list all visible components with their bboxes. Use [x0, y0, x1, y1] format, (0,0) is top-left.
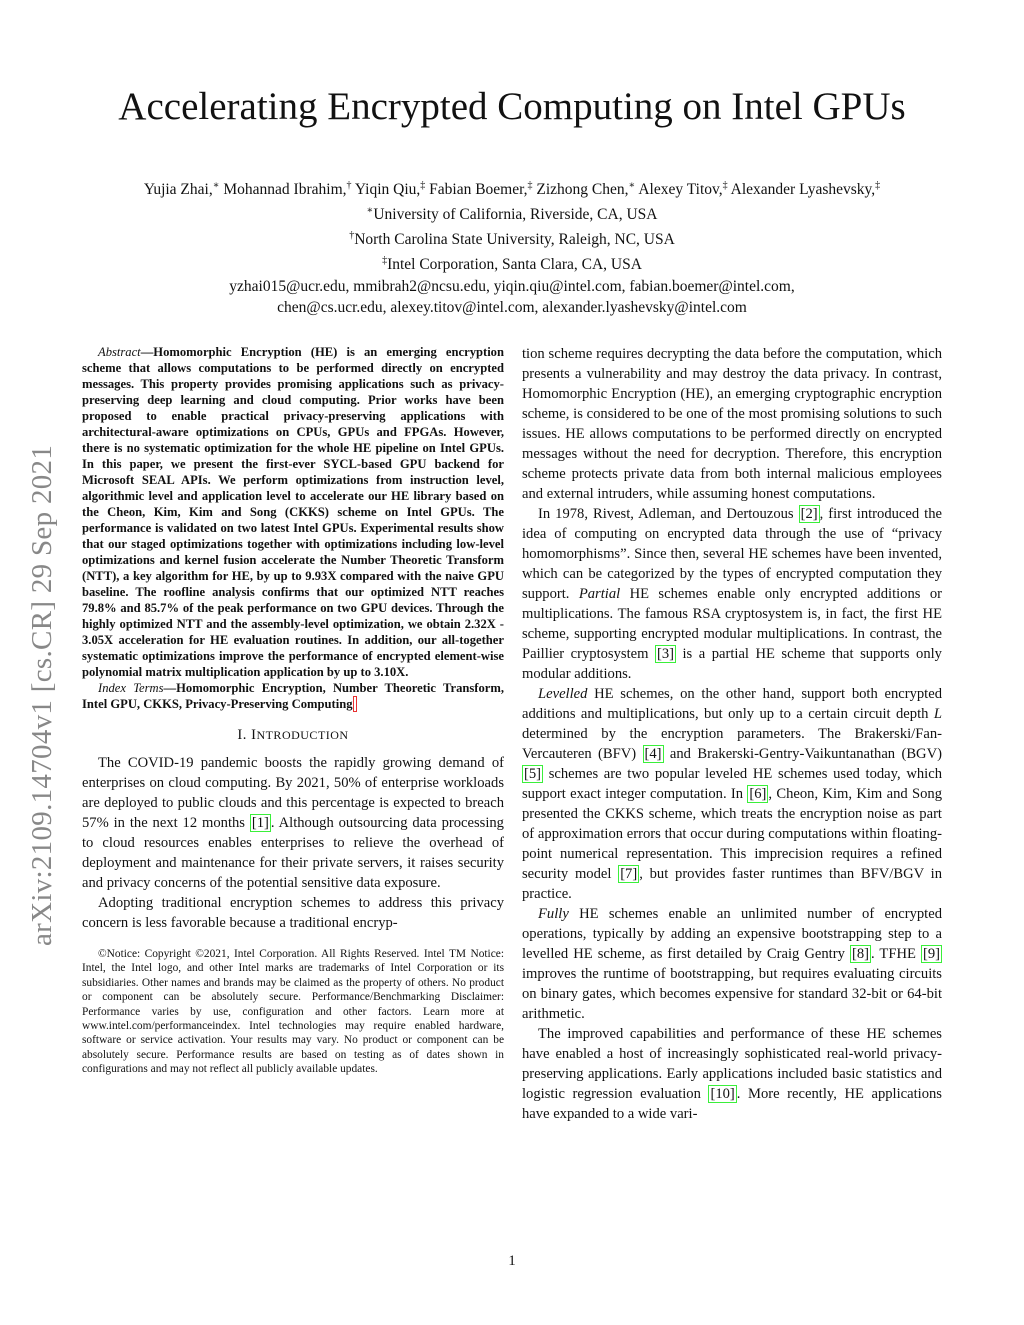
author: Yujia Zhai,∗: [143, 180, 220, 199]
email-line: chen@cs.ucr.edu, alexey.titov@intel.com, alexander.lyashevsky@intel.com: [277, 298, 747, 316]
right-column: [522, 344, 942, 1124]
paragraph: tion scheme requires decrypting the data before the computation, which presents a vulnerability and may destroy the data privacy. In contrast, Homomorphic Encryption (HE), an emerging cryptographic encryption scheme, is considered to be one of the most promising solutions to such issues. HE allows computations to be performed directly on encrypted messages without the need for decryption. Therefore, this encryption scheme protects private data from both internal malicious employees and external intruders, while assuming honest computations.: [522, 346, 942, 502]
author: Alexander Lyashevsky,‡: [730, 180, 881, 199]
affiliation: ‡Intel Corporation, Santa Clara, CA, USA: [382, 255, 642, 274]
link-box[interactable]: [353, 696, 357, 712]
page-number: 1: [508, 1253, 516, 1269]
paragraph: Levelled HE schemes, on the other hand, support both encrypted additions and multiplications, but only up to a certain circuit depth L determined by the encryption parameters. The Brakerski/Fan-Vercauteren (BFV) [4] and Brakerski-Gentry-Vaikuntanathan (BGV) [5] schemes are two popular leveled HE schemes used today, which support exact integer computation. In [6] , Cheon, Kim, Kim and Song presented the CKKS scheme, which treats the encryption noise as part of approximation errors that occur during computations within floating-point numerical representation. This imprecision requires a refined security model [7] , but provides faster runtimes than BFV/BGV in practice.: [522, 686, 942, 902]
index-terms: Index Terms—Homomorphic Encryption, Number Theoretic Transform, Intel GPU, CKKS, Privacy-Preserving Computing: [82, 681, 504, 711]
section-heading: I. INTRODUCTION: [237, 727, 349, 743]
citation-link[interactable]: [9]: [922, 946, 940, 962]
author-block: [40, 175, 984, 318]
citation-link[interactable]: [5]: [524, 766, 542, 782]
citation-link[interactable]: [10]: [710, 1086, 735, 1102]
affiliation: †North Carolina State University, Raleigh, NC, USA: [349, 230, 675, 249]
author: Alexey Titov,‡: [638, 180, 728, 199]
author: Mohannad Ibrahim,†: [223, 180, 352, 199]
arxiv-stamp: arXiv:2109.14704v1 [cs.CR] 29 Sep 2021: [26, 444, 58, 946]
abstract: Abstract—Homomorphic Encryption (HE) is an emerging encryption scheme that allows computations to be performed directly on encrypted messages. This property provides promising applications such as privacy-preserving deep learning and cloud computing. Prior works have been proposed to enable practical privacy-preserving applications with architectural-aware optimizations on CPUs, GPUs and FPGAs. However, there is no systematic optimization for the whole HE pipeline on Intel GPUs. In this paper, we present the first-ever SYCL-based GPU backend for Microsoft SEAL APIs. We perform optimizations from instruction level, algorithmic level and application level to accelerate our HE library based on the Cheon, Kim, Kim and Song (CKKS) scheme on Intel GPUs. The performance is validated on two latest Intel GPUs. Experimental results show that our staged optimizations together with optimizations including low-level optimizations and kernel fusion accelerate the Number Theoretic Transform (NTT), a key algorithm for HE, by up to 9.93X compared with the naive GPU baseline. The roofline analysis confirms that our optimized NTT reaches 79.8% and 85.7% of the peak performance on two GPU devices. Through the highly optimized NTT and the assembly-level optimization, we obtain 2.32X - 3.05X acceleration for HE evaluation routines. In addition, our all-together systematic optimizations improve the performance of encrypted element-wise polynomial matrix multiplication application by up to 3.10X.: [82, 345, 504, 679]
paragraph: Adopting traditional encryption schemes to address this privacy concern is less favorable because a traditional encryp-: [82, 895, 504, 931]
citation-link[interactable]: [7]: [620, 866, 638, 882]
citation-link[interactable]: [4]: [644, 746, 662, 762]
email-line: yzhai015@ucr.edu, mmibrah2@ncsu.edu, yiqin.qiu@intel.com, fabian.boemer@intel.com,: [229, 277, 795, 295]
paragraph: Fully HE schemes enable an unlimited number of encrypted operations, typically by adding an expensive bootstrapping step to a levelled HE scheme, as first detailed by Craig Gentry [8] . TFHE [9] improves the runtime of bootstrapping, but requires evaluating circuits on binary gates, which becomes expensive for standard 32-bit or 64-bit arithmetic.: [522, 906, 942, 1022]
paragraph: In 1978, Rivest, Adleman, and Dertouzous [2] , first introduced the idea of computing on encrypted data through the use of “privacy homomorphisms”. Since then, several HE schemes have been invented, which can be categorized by the types of encrypted computation they support. Partial HE schemes enable only encrypted additions or multiplications. The famous RSA cryptosystem is, in fact, the first HE scheme, supporting encrypted modular multiplications. In contrast, the Paillier cryptosystem [3] is a partial HE scheme that supports only modular additions.: [522, 506, 943, 682]
author-list: [40, 175, 984, 200]
citation-link[interactable]: [2]: [800, 506, 818, 522]
left-column: [82, 344, 504, 1077]
citation-link[interactable]: [1]: [251, 815, 269, 831]
copyright-notice: ©Notice: Copyright ©2021, Intel Corporation. All Rights Reserved. Intel TM Notice: Intel, the Intel logo, and other Intel marks are trademarks of Intel Corporation or its subsidiaries. Other names and brands may be claimed as the property of others. No product or component can be absolutely secure. Performance/Benchmarking Disclaimer: Performance varies by use, configuration and other factors. Learn more at www.intel.com/performanceindex. Intel technologies may require enabled hardware, software or service activation. Your results may vary. No product or component can be absolutely secure. Performance results are based on testing as of dates shown in configurations and may not reflect all publicly available updates.: [82, 948, 504, 1076]
affiliation: ∗University of California, Riverside, CA, USA: [366, 205, 658, 224]
paragraph: The improved capabilities and performance of these HE schemes have enabled a host of increasingly sophisticated real-world privacy-preserving applications. Early applications included basic statistics and logistic regression evaluation [10] . More recently, HE applications have expanded to a wide vari-: [522, 1026, 942, 1122]
paper-title: Accelerating Encrypted Computing on Intel GPUs: [118, 85, 906, 128]
paragraph: The COVID-19 pandemic boosts the rapidly growing demand of enterprises on cloud computing. By 2021, 50% of enterprise workloads are deployed to public clouds and this percentage is expected to breach 57% in the next 12 months [1] . Although outsourcing data processing to cloud resources enables enterprises to relieve the overhead of deployment and maintenance for their private servers, it raises security and privacy concerns of the potential sensitive data exposure.: [82, 755, 504, 891]
author: Zizhong Chen,∗: [536, 180, 636, 199]
citation-link[interactable]: [8]: [851, 946, 869, 962]
citation-link[interactable]: [6]: [749, 786, 767, 802]
author: Yiqin Qiu,‡: [354, 180, 426, 199]
author: Fabian Boemer,‡: [429, 180, 533, 199]
citation-link[interactable]: [3]: [656, 646, 674, 662]
